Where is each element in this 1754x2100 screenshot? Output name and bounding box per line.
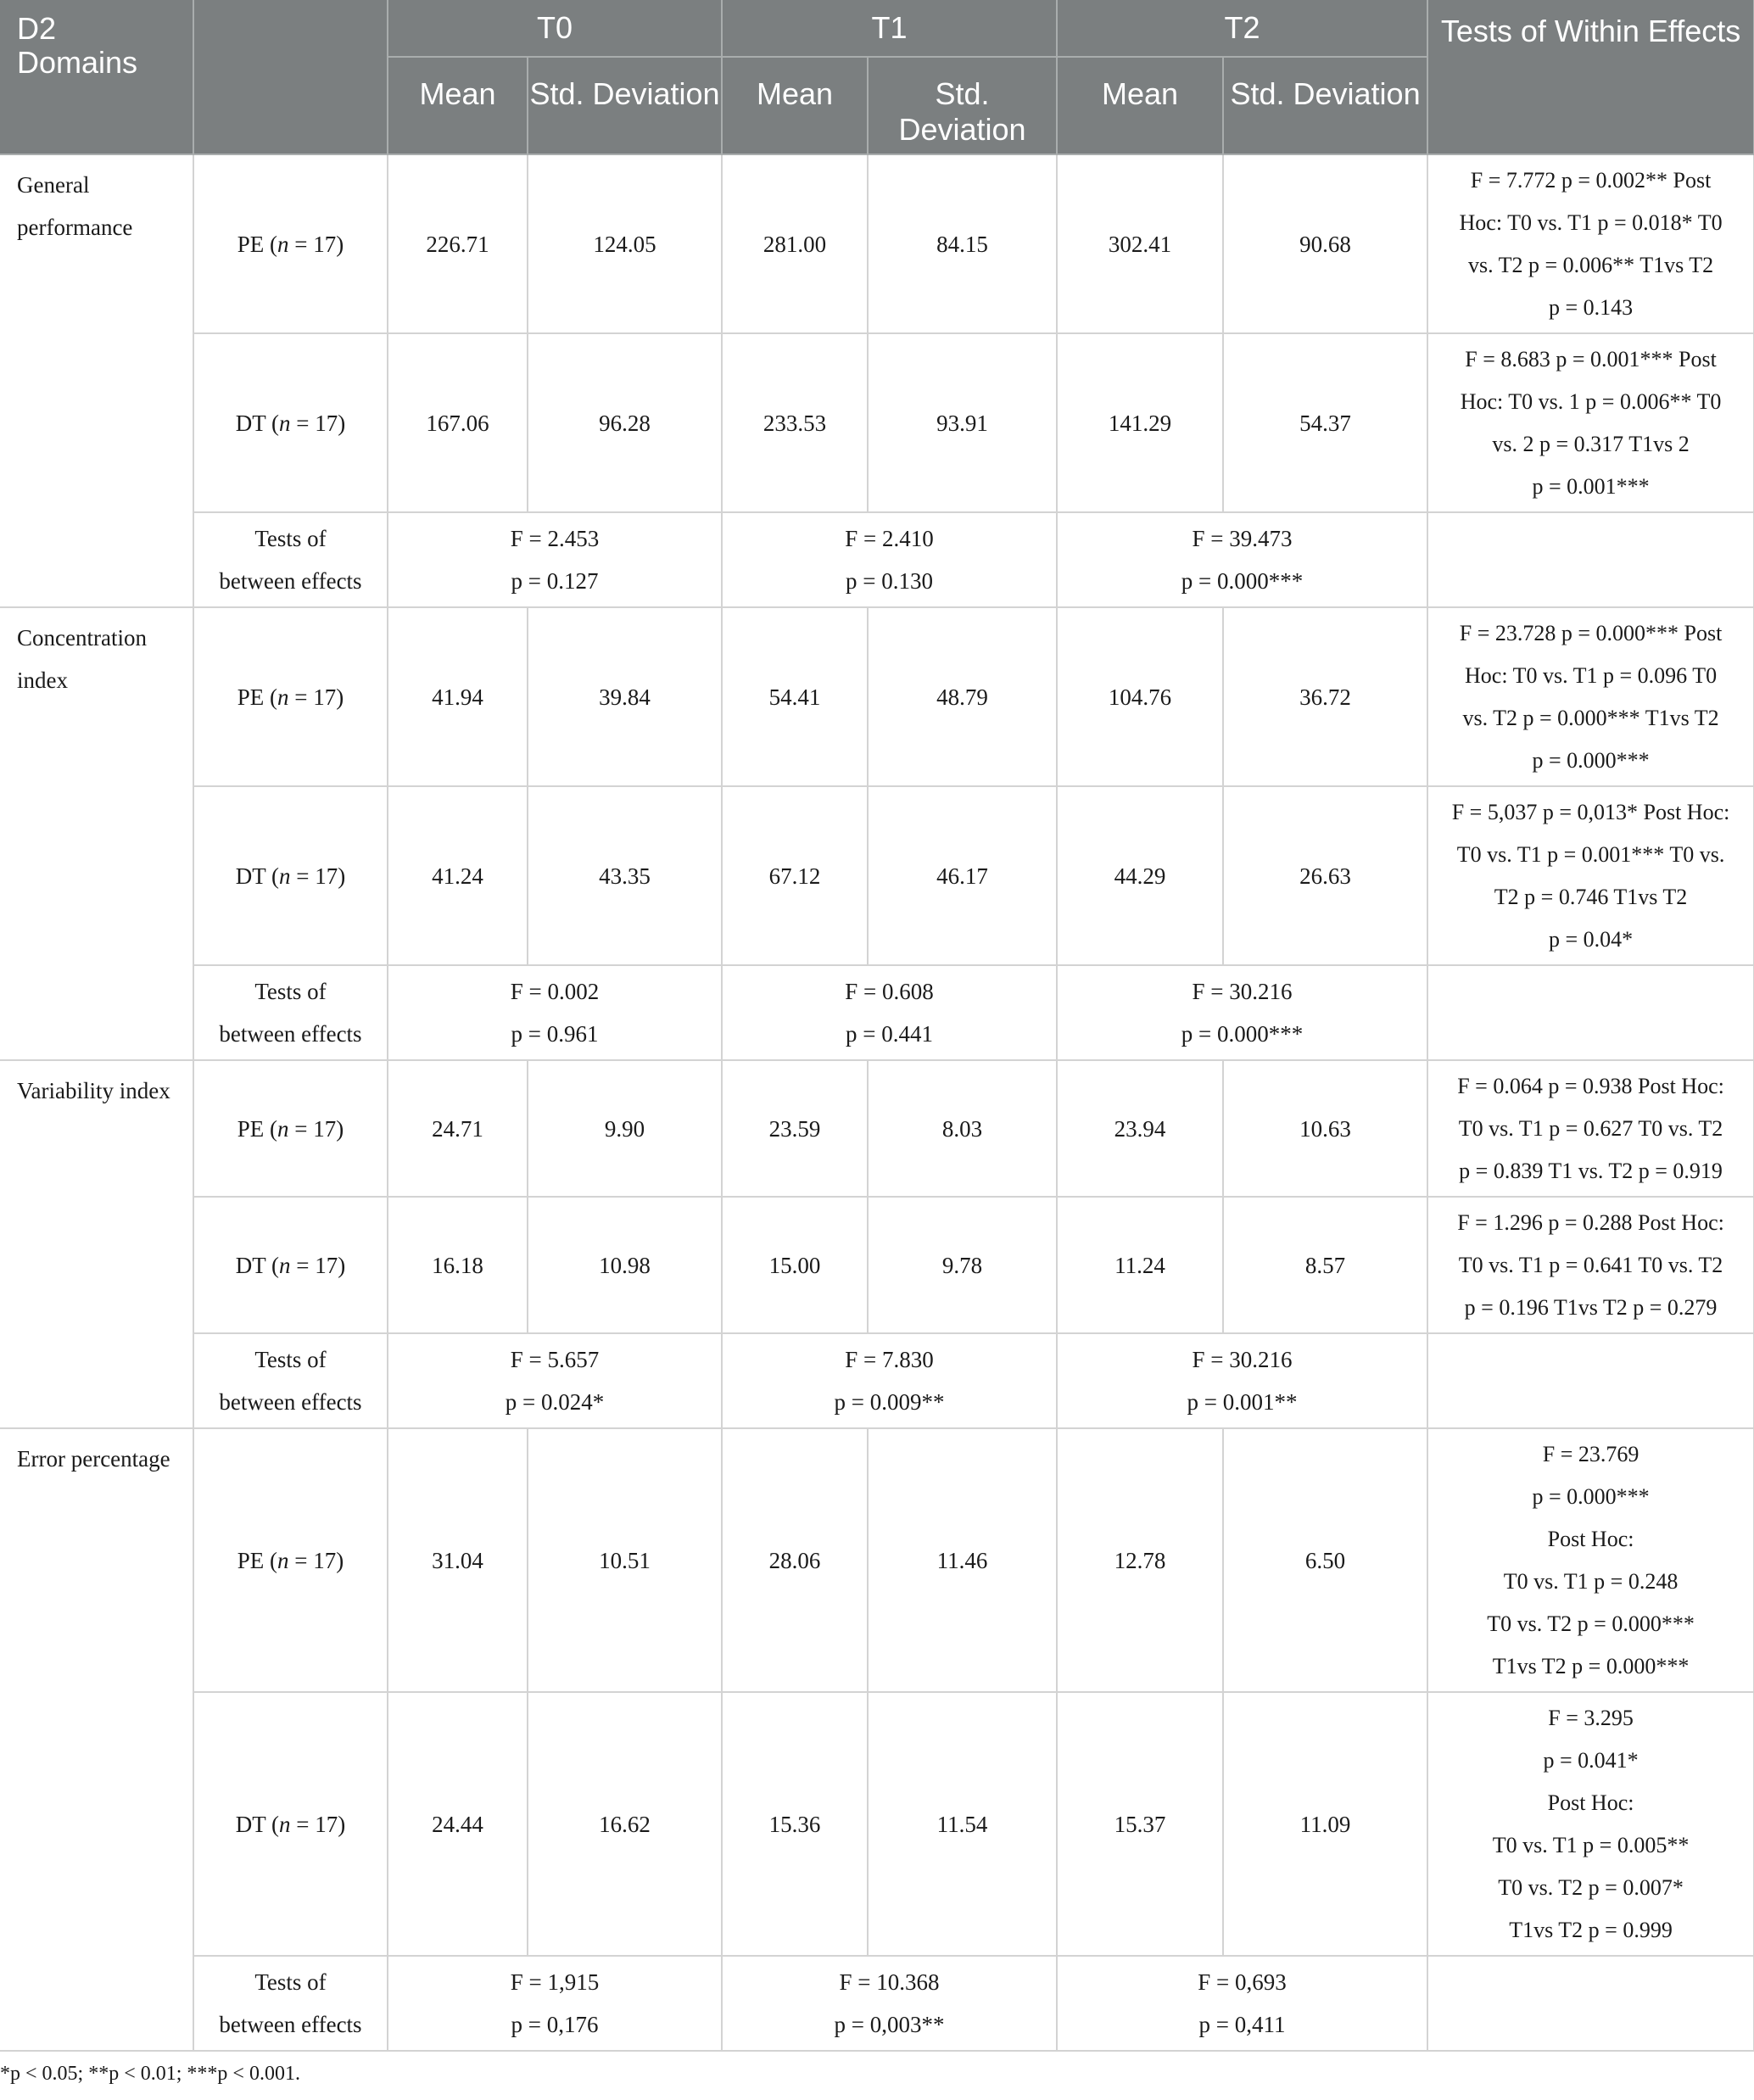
header-sd-t2: Std. Deviation — [1223, 57, 1427, 154]
between-effects-line: p = 0,003** — [834, 2012, 945, 2037]
between-effects-line: F = 0.002 — [510, 979, 600, 1004]
sd-cell: 26.63 — [1223, 786, 1427, 965]
group-paren: ( — [264, 684, 278, 710]
within-effects-line: F = 5,037 p = 0,013* Post Hoc: — [1451, 799, 1730, 824]
group-n-value: = 17) — [288, 231, 344, 257]
group-n-value: = 17) — [288, 1547, 344, 1573]
group-paren: ( — [264, 1547, 278, 1573]
between-effects-t1 — [722, 1956, 1057, 2051]
group-label — [193, 607, 388, 786]
table-footnote: *p < 0.05; **p < 0.01; ***p < 0.001. — [0, 2063, 300, 2085]
within-effects-line: T2 p = 0.746 T1vs T2 — [1494, 884, 1688, 909]
mean-cell: 226.71 — [388, 154, 528, 333]
within-effects-line: F = 8.683 p = 0.001*** Post — [1465, 346, 1717, 371]
domain-name: General performance — [0, 154, 193, 607]
table-body — [0, 154, 1754, 2051]
sd-cell: 6.50 — [1223, 1428, 1427, 1692]
within-effects-line: T0 vs. T1 p = 0.641 T0 vs. T2 — [1458, 1252, 1723, 1277]
within-effects-line: vs. T2 p = 0.006** T1vs T2 — [1467, 252, 1714, 277]
between-effects-line: F = 2.410 — [845, 526, 934, 551]
between-effects-label — [193, 1333, 388, 1428]
between-effects-t0 — [388, 512, 722, 607]
mean-cell: 31.04 — [388, 1428, 528, 1692]
between-effects-empty — [1427, 1333, 1754, 1428]
between-effects-label — [193, 965, 388, 1060]
mean-cell: 141.29 — [1057, 333, 1223, 512]
between-label-line: Tests of — [254, 1969, 327, 1995]
group-paren: ( — [265, 1811, 280, 1837]
group-n-prefix: n — [279, 863, 291, 889]
group-n-prefix: n — [277, 684, 289, 710]
within-effects-line: p = 0.196 T1vs T2 p = 0.279 — [1464, 1294, 1718, 1320]
between-effects-line: p = 0,176 — [511, 2012, 599, 2037]
group-paren: ( — [264, 1115, 278, 1142]
table-row — [0, 333, 1754, 512]
sd-cell: 11.09 — [1223, 1692, 1427, 1956]
group-n-prefix: n — [279, 1811, 291, 1837]
mean-cell: 16.18 — [388, 1197, 528, 1333]
group-n-prefix: n — [277, 1115, 289, 1142]
between-effects-line: F = 1,915 — [510, 1969, 600, 1995]
within-effects-cell — [1427, 786, 1754, 965]
within-effects-line: T1vs T2 p = 0.000*** — [1492, 1653, 1690, 1678]
between-effects-line: F = 5.657 — [510, 1347, 600, 1372]
header-sd-t1: Std. Deviation — [868, 57, 1057, 154]
within-effects-cell — [1427, 607, 1754, 786]
between-effects-t0 — [388, 1333, 722, 1428]
between-effects-line: F = 0.608 — [845, 979, 934, 1004]
sd-cell: 96.28 — [528, 333, 722, 512]
within-effects-line: p = 0.001*** — [1532, 473, 1650, 499]
mean-cell: 15.36 — [722, 1692, 868, 1956]
sd-cell: 10.63 — [1223, 1060, 1427, 1197]
within-effects-cell — [1427, 1428, 1754, 1692]
sd-cell: 54.37 — [1223, 333, 1427, 512]
mean-cell: 23.59 — [722, 1060, 868, 1197]
mean-cell: 54.41 — [722, 607, 868, 786]
group-label — [193, 154, 388, 333]
sd-cell: 16.62 — [528, 1692, 722, 1956]
between-effects-t2 — [1057, 965, 1427, 1060]
between-effects-row — [0, 512, 1754, 607]
between-effects-line: F = 10.368 — [839, 1969, 940, 1995]
within-effects-line: Hoc: T0 vs. T1 p = 0.096 T0 — [1465, 662, 1718, 688]
group-n-value: = 17) — [290, 1252, 346, 1278]
group-label — [193, 1692, 388, 1956]
sd-cell: 9.78 — [868, 1197, 1057, 1333]
between-label-line: between effects — [219, 1389, 362, 1415]
group-name: DT — [235, 863, 266, 889]
group-name: PE — [237, 1115, 265, 1142]
between-label-line: Tests of — [254, 1347, 327, 1372]
header-t2: T2 — [1057, 0, 1427, 57]
group-n-value: = 17) — [290, 863, 346, 889]
sd-cell: 90.68 — [1223, 154, 1427, 333]
within-effects-cell — [1427, 1692, 1754, 1956]
within-effects-line: p = 0.839 T1 vs. T2 p = 0.919 — [1459, 1158, 1723, 1183]
header-t1: T1 — [722, 0, 1057, 57]
mean-cell: 67.12 — [722, 786, 868, 965]
sd-cell: 93.91 — [868, 333, 1057, 512]
between-effects-line: p = 0.961 — [511, 1021, 599, 1047]
within-effects-line: F = 23.769 — [1542, 1441, 1639, 1466]
group-name: DT — [235, 1811, 266, 1837]
group-name: DT — [235, 410, 266, 436]
sd-cell: 39.84 — [528, 607, 722, 786]
within-effects-cell — [1427, 1197, 1754, 1333]
within-effects-line: p = 0.143 — [1548, 294, 1634, 320]
within-effects-line: p = 0.04* — [1548, 926, 1634, 952]
sd-cell: 8.03 — [868, 1060, 1057, 1197]
group-n-value: = 17) — [288, 684, 344, 710]
mean-cell: 281.00 — [722, 154, 868, 333]
within-effects-line: F = 3.295 — [1548, 1705, 1634, 1730]
between-effects-row — [0, 1956, 1754, 2051]
between-effects-empty — [1427, 965, 1754, 1060]
group-label — [193, 333, 388, 512]
between-effects-line: p = 0.000*** — [1181, 568, 1304, 594]
between-label-line: Tests of — [254, 526, 327, 551]
within-effects-line: vs. T2 p = 0.000*** T1vs T2 — [1462, 705, 1719, 730]
between-effects-line: p = 0.009** — [834, 1389, 945, 1415]
mean-cell: 302.41 — [1057, 154, 1223, 333]
group-label — [193, 1060, 388, 1197]
between-effects-t2 — [1057, 512, 1427, 607]
between-effects-line: p = 0.001** — [1187, 1389, 1298, 1415]
between-effects-t2 — [1057, 1333, 1427, 1428]
mean-cell: 15.00 — [722, 1197, 868, 1333]
table-row — [0, 1692, 1754, 1956]
group-n-value: = 17) — [290, 1811, 346, 1837]
within-effects-line: T0 vs. T1 p = 0.248 — [1503, 1568, 1679, 1594]
mean-cell: 104.76 — [1057, 607, 1223, 786]
header-domains: D2 Domains — [0, 0, 193, 154]
within-effects-line: T0 vs. T2 p = 0.007* — [1498, 1874, 1684, 1900]
group-name: DT — [235, 1252, 266, 1278]
table-row — [0, 1428, 1754, 1692]
domain-name: Variability index — [0, 1060, 193, 1428]
within-effects-line: T0 vs. T1 p = 0.001*** T0 vs. — [1456, 841, 1725, 867]
within-effects-line: p = 0.041* — [1543, 1747, 1639, 1773]
between-effects-empty — [1427, 512, 1754, 607]
header-sd-t0: Std. Deviation — [528, 57, 722, 154]
between-effects-t1 — [722, 965, 1057, 1060]
domain-name: Error percentage — [0, 1428, 193, 2051]
within-effects-line: T0 vs. T1 p = 0.627 T0 vs. T2 — [1458, 1115, 1723, 1141]
group-n-prefix: n — [277, 231, 289, 257]
header-mean-t2: Mean — [1057, 57, 1223, 154]
between-effects-line: F = 30.216 — [1192, 1347, 1293, 1372]
group-n-value: = 17) — [288, 1115, 344, 1142]
group-paren: ( — [265, 410, 280, 436]
group-paren: ( — [264, 231, 278, 257]
between-label-line: between effects — [219, 1021, 362, 1047]
within-effects-line: vs. 2 p = 0.317 T1vs 2 — [1492, 431, 1690, 456]
between-effects-line: F = 2.453 — [510, 526, 600, 551]
between-label-line: between effects — [219, 2012, 362, 2037]
between-effects-label — [193, 1956, 388, 2051]
between-effects-line: F = 39.473 — [1192, 526, 1293, 551]
header-row-groups — [0, 0, 1754, 57]
group-paren: ( — [265, 1252, 280, 1278]
sd-cell: 36.72 — [1223, 607, 1427, 786]
header-mean-t0: Mean — [388, 57, 528, 154]
mean-cell: 233.53 — [722, 333, 868, 512]
sd-cell: 43.35 — [528, 786, 722, 965]
group-name: PE — [237, 1547, 265, 1573]
table-row — [0, 154, 1754, 333]
table-row — [0, 786, 1754, 965]
mean-cell: 41.24 — [388, 786, 528, 965]
group-label — [193, 1197, 388, 1333]
between-effects-row — [0, 965, 1754, 1060]
mean-cell: 11.24 — [1057, 1197, 1223, 1333]
within-effects-cell — [1427, 333, 1754, 512]
mean-cell: 23.94 — [1057, 1060, 1223, 1197]
group-label — [193, 1428, 388, 1692]
group-name: PE — [237, 231, 265, 257]
mean-cell: 24.44 — [388, 1692, 528, 1956]
within-effects-line: F = 7.772 p = 0.002** Post — [1470, 167, 1712, 193]
between-label-line: between effects — [219, 568, 362, 594]
between-effects-t0 — [388, 965, 722, 1060]
within-effects-line: Post Hoc: — [1547, 1526, 1634, 1551]
sd-cell: 46.17 — [868, 786, 1057, 965]
within-effects-line: Hoc: T0 vs. T1 p = 0.018* T0 — [1459, 209, 1723, 235]
within-effects-line: T1vs T2 p = 0.999 — [1509, 1917, 1673, 1942]
within-effects-line: F = 23.728 p = 0.000*** Post — [1459, 620, 1723, 645]
within-effects-line: T0 vs. T1 p = 0.005** — [1492, 1832, 1690, 1857]
between-effects-line: F = 7.830 — [845, 1347, 934, 1372]
mean-cell: 15.37 — [1057, 1692, 1223, 1956]
sd-cell: 48.79 — [868, 607, 1057, 786]
between-effects-t1 — [722, 1333, 1057, 1428]
mean-cell: 41.94 — [388, 607, 528, 786]
mean-cell: 44.29 — [1057, 786, 1223, 965]
between-effects-line: p = 0.000*** — [1181, 1021, 1304, 1047]
between-effects-line: F = 30.216 — [1192, 979, 1293, 1004]
between-label-line: Tests of — [254, 979, 327, 1004]
between-effects-line: p = 0,411 — [1198, 2012, 1286, 2037]
within-effects-cell — [1427, 1060, 1754, 1197]
sd-cell: 9.90 — [528, 1060, 722, 1197]
sd-cell: 10.98 — [528, 1197, 722, 1333]
header-within-effects: Tests of Within Effects — [1427, 0, 1754, 154]
header-group-blank — [193, 0, 388, 154]
header-t0: T0 — [388, 0, 722, 57]
mean-cell: 28.06 — [722, 1428, 868, 1692]
table-row — [0, 607, 1754, 786]
between-effects-label — [193, 512, 388, 607]
between-effects-t1 — [722, 512, 1057, 607]
between-effects-row — [0, 1333, 1754, 1428]
group-name: PE — [237, 684, 265, 710]
sd-cell: 10.51 — [528, 1428, 722, 1692]
between-effects-line: p = 0.024* — [505, 1389, 605, 1415]
group-paren: ( — [265, 863, 280, 889]
within-effects-line: F = 0.064 p = 0.938 Post Hoc: — [1457, 1073, 1724, 1098]
group-n-prefix: n — [277, 1547, 289, 1573]
within-effects-line: Post Hoc: — [1547, 1790, 1634, 1815]
between-effects-empty — [1427, 1956, 1754, 2051]
table-row — [0, 1060, 1754, 1197]
within-effects-line: p = 0.000*** — [1532, 1483, 1650, 1509]
group-label — [193, 786, 388, 965]
sd-cell: 84.15 — [868, 154, 1057, 333]
between-effects-line: p = 0.441 — [846, 1021, 934, 1047]
between-effects-line: p = 0.130 — [846, 568, 934, 594]
within-effects-line: T0 vs. T2 p = 0.000*** — [1487, 1611, 1695, 1636]
sd-cell: 8.57 — [1223, 1197, 1427, 1333]
between-effects-line: p = 0.127 — [511, 568, 599, 594]
within-effects-line: p = 0.000*** — [1532, 747, 1650, 773]
within-effects-line: Hoc: T0 vs. 1 p = 0.006** T0 — [1460, 388, 1722, 414]
group-n-prefix: n — [279, 1252, 291, 1278]
mean-cell: 12.78 — [1057, 1428, 1223, 1692]
table-row — [0, 1197, 1754, 1333]
group-n-prefix: n — [279, 410, 291, 436]
group-n-value: = 17) — [290, 410, 346, 436]
sd-cell: 124.05 — [528, 154, 722, 333]
between-effects-t0 — [388, 1956, 722, 2051]
within-effects-cell — [1427, 154, 1754, 333]
between-effects-t2 — [1057, 1956, 1427, 2051]
sd-cell: 11.54 — [868, 1692, 1057, 1956]
mean-cell: 24.71 — [388, 1060, 528, 1197]
domain-name: Concentration index — [0, 607, 193, 1060]
within-effects-line: F = 1.296 p = 0.288 Post Hoc: — [1457, 1209, 1724, 1235]
sd-cell: 11.46 — [868, 1428, 1057, 1692]
mean-cell: 167.06 — [388, 333, 528, 512]
between-effects-line: F = 0,693 — [1198, 1969, 1287, 1995]
header-mean-t1: Mean — [722, 57, 868, 154]
